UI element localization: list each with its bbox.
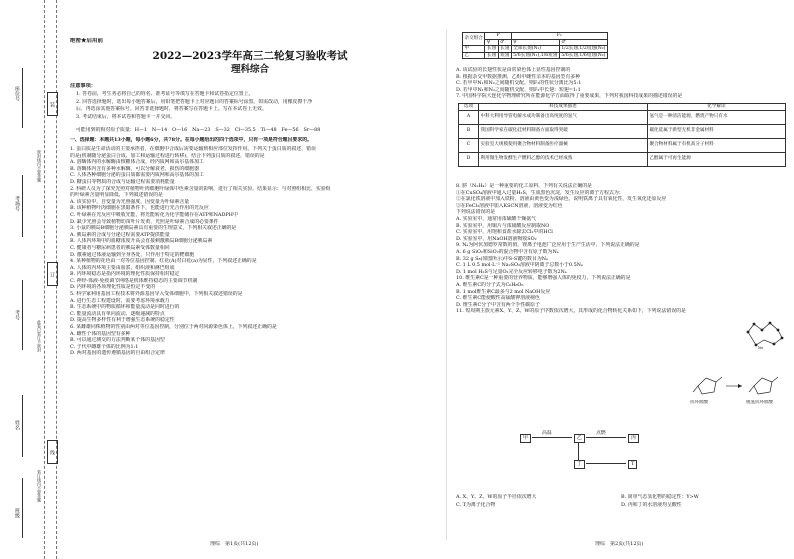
- table-cell: 聚合物材料属于有机高分子材料: [647, 138, 785, 152]
- name-label: 姓名: [14, 420, 20, 430]
- dehydroascorbic-acid-label: 脱氢抗坏血酸: [746, 400, 773, 405]
- table-cell: A: [459, 110, 479, 124]
- table-cell: 乙: [463, 52, 485, 59]
- left-page-footer: 理综 第1页(共12页): [210, 541, 259, 547]
- question-line: A. 进行生态工程建设时，需要考虑环境承载力: [70, 297, 170, 304]
- question-line: A. 该实验中，自变量为光照强度，因变量为叶绿素含量: [70, 198, 190, 205]
- question-line: ③在FeCl₃溶液中加入KSCN溶液，溶液变为红色: [456, 202, 563, 209]
- table-cell: 短翅: [500, 52, 510, 58]
- question-line: 3. 小鼠的胰岛B细胞分泌胰岛素具有重要的生理意义，下列相关叙述正确的是: [70, 225, 237, 232]
- side-note-2: 此卷只装订不密封: [37, 320, 42, 352]
- table-cell: 氢气是一种清洁能源，燃烧产物只有水: [647, 110, 785, 124]
- question-line: D. 提高生物多样性有利于增强生态系统的稳定性: [70, 317, 175, 324]
- binding-margin: [0, 0, 62, 559]
- question-line: C. 1 L 0.5 mol·L⁻¹ Na₂SO₃溶液中阴离子总数小于0.5Nₐ: [456, 262, 583, 269]
- question-line: C. 若甲中N₁和N₂之间随机交配，则F₂的性状分离比为5:1: [456, 80, 582, 87]
- question-line: 8. 肼（N₂H₄）是一种重要的化工原料，下列有关说法正确的是: [456, 183, 593, 189]
- atomic-mass-line: 可能用到的相对原子质量：H—1 N—14 O—16 Na—23 S—32 Cl—35.5 Ti—48 Fe—56 Sr—88: [76, 127, 321, 133]
- question-line: B. 该种植物叶肉细胞在黑暗条件下，也能进行光合作用的光反应: [70, 205, 209, 212]
- question-line: C. 维生素C能使酸性高锰酸钾溶液褪色: [456, 295, 540, 302]
- question-line: 1. 蛋白质是生命活动的主要承担者，在细胞中合成后需要运输到相应部位发挥作用。下列关于蛋白质的叙述，错误: [70, 146, 316, 152]
- table-header-cell: ♂: [498, 39, 511, 46]
- side-note-3: 装订线内不要答题: [37, 470, 42, 502]
- margin-box-xian: 线: [47, 440, 58, 464]
- exam-room-label: 考场号: [14, 196, 20, 211]
- table-cell: 长翅: [500, 46, 510, 52]
- question-line: C. 叶绿素在光反应中吸收光能，将光能转化为化学能储存在ATP和NADPH中: [70, 211, 238, 218]
- exam-subtitle: 理科综合: [230, 64, 269, 75]
- s8-ring-structure: [744, 318, 786, 348]
- question-line: D. 内环境的各项理化性质是恒定不变的: [70, 284, 156, 291]
- s8-label: S₈: [758, 346, 763, 351]
- right-page-footer: 理综 第2页(共12页): [595, 541, 644, 547]
- question-line: C. 神经-体液-免疫调节网络是机体维持稳态的主要调节机制: [70, 277, 198, 284]
- seat-number-label: 座位号: [14, 86, 20, 101]
- question-line: B. 溶酶体内含有多种水解酶，可以分解衰老、损伤的细胞器: [70, 165, 199, 172]
- flow-node: T: [628, 460, 637, 469]
- question-line: 9. Nₐ为阿伏加德罗常数的值，锂离子电池广泛应用于生产生活中，下列说法正确的是: [456, 242, 640, 249]
- question-line: 7. 中国科学院大连化学物理研究所在能源化学方面取得了重要成果，下列对我国科技成果的描述错误的是: [456, 93, 683, 100]
- option-line: B. 简单气态氢化物的稳定性：Y>W: [621, 494, 699, 500]
- question-line: A. 雌性个体的基因型有多种: [70, 330, 131, 337]
- question-line: D. 缺少光照会导致植物幼苗叶片发黄，光照是叶绿素合成的必要条件: [70, 218, 219, 225]
- note-item: 3. 考试结束后，将本试卷和答题卡一并交回。: [76, 114, 176, 120]
- table-row: [463, 46, 608, 53]
- note-item: 2. 回答选择题时，选出每小题答案后，用铅笔把答题卡上对应题目的答案标号涂黑。如需改动，用橡皮擦干净: [76, 99, 313, 105]
- question-line: B. 人体内环境中的血糖浓度升高会直接刺激胰岛B细胞分泌胰岛素: [70, 238, 213, 245]
- question-line: B. 1 mol维生素C最多与2 mol NaOH反应: [456, 288, 551, 295]
- question-line: D. 两对基因的遗传遵循基因的自由组合定律: [70, 350, 165, 357]
- conversion-flow-diagram: [520, 430, 720, 488]
- question-line: D. 维生素C分子中含有两个手性碳原子: [456, 301, 540, 308]
- question-line: B. 内环境稳态是指内环境的理化性质保持相对稳定: [70, 271, 180, 278]
- question-line: B. 根据杂交甲数据推测，乙组中雌性亲本的基因型有多种: [456, 73, 581, 80]
- exam-number-label: 考号: [14, 310, 20, 320]
- flow-node: 乙: [574, 434, 585, 443]
- question-line: C. 实验室中，用饱和食盐水除去Cl₂中的HCl: [456, 229, 553, 236]
- table-header-cell: 科技成果描述: [479, 104, 648, 111]
- question-line: 4. 某种植物的花色由一对等位基因控制，红花(A)对白花(a)为显性，下列叙述正确的是: [70, 258, 257, 265]
- table-cell: 碳化硅属于新型无机非金属材料: [647, 124, 785, 138]
- margin-box-ding: 订: [47, 262, 58, 286]
- question-line: 6. 某雌雄同株植物的性别由两对等位基因控制，分别位于两对同源染色体上，下列叙述正确的是: [70, 324, 277, 331]
- name-field[interactable]: [22, 395, 29, 457]
- table-cell: 我国科学家在碳化硅材料制备方面取得突破: [479, 124, 648, 138]
- question-line: D. 若甲中N₁和N₂之间随机交配，则F₂中长翅：短翅=1:1: [456, 86, 581, 93]
- question-line: A. 溶酶体内的水解酶由核糖体合成，经内质网和高尔基体加工: [70, 159, 204, 166]
- class-label: 班级: [14, 508, 20, 518]
- fold-line: [44, 0, 45, 559]
- question-line: ②在氯化铁溶液中加入铁粉，溶液由黄色变为浅绿色，说明铁离子具有氧化性，发生氧化还原反应: [456, 196, 667, 203]
- table-cell: 实验室大规模使用聚合物材料制备医疗器械: [479, 138, 648, 152]
- right-top-lines: [456, 67, 786, 100]
- option-line: D. 丙和丁的水溶液均呈酸性: [621, 502, 682, 508]
- question-line: A. 胰岛素的合成与分泌过程需要ATP提供能量: [70, 231, 170, 238]
- flow-arrow: [578, 442, 579, 460]
- class-field[interactable]: [22, 478, 29, 538]
- notes-heading: 注意事项：: [70, 83, 96, 89]
- table-cell: 中科大利用导管电解水成功制备出高纯度的氢气: [479, 110, 648, 124]
- table-cell: 5/6长翅(N₁),1/6短翅: [513, 52, 558, 58]
- question-line: 的是(机制随分泌蛋白合成、加工和运输过程进行转移)，结合下列蛋白质的叙述，错误的是: [70, 152, 265, 159]
- table-header-cell: ♂: [559, 39, 607, 46]
- flow-condition: 高温: [542, 430, 552, 436]
- flow-node: 甲: [520, 434, 531, 443]
- question-line: 的叶绿素含量明显降低，下列叙述错误的是: [70, 192, 163, 199]
- table-cell: 长翅: [486, 52, 497, 58]
- table-header-cell: 杂交组合: [463, 33, 485, 46]
- side-note-1: 密封线内不要答题: [37, 150, 42, 182]
- seat-number-field[interactable]: [22, 68, 29, 128]
- table-header-cell: ♀: [511, 39, 559, 46]
- secret-label: 绝密★启用前: [70, 38, 104, 44]
- question-line: A. 6 g SiO₂和SiO₂的混合物中含有原子数为Nₐ: [456, 248, 559, 255]
- question-line: D. 实验室中，用NaOH溶液吸收SO₂: [456, 235, 537, 242]
- question-line: A. 该试验的长翅性状是由常染色体上显性基因控制的: [456, 67, 571, 73]
- ascorbic-acid-label: 抗坏血酸: [690, 400, 708, 405]
- question-line: B. 实验室中，用铜片与浓硝酸反应制取NO: [456, 222, 550, 229]
- question-line: B. 生态系统中的物质循环和能量流动是同时进行的: [70, 304, 180, 311]
- flow-arrow: [586, 437, 626, 438]
- vitamin-c-structures: [690, 372, 786, 400]
- table-cell: 全部长翅(N₁): [511, 46, 559, 53]
- exam-room-field[interactable]: [22, 175, 29, 237]
- exam-number-field[interactable]: [22, 280, 29, 350]
- genetics-cross-table: [462, 32, 608, 59]
- chem-table: [458, 103, 786, 167]
- question-line: A. 实验室中，通常用浓硫酸干燥氨气: [456, 215, 537, 222]
- note-item: 1. 答卷前，考生务必将自己的姓名、准考证号等填写在答题卡和试卷指定位置上。: [76, 91, 254, 97]
- table-cell: C: [459, 138, 479, 152]
- question-line: B. 可以通过测交的方法判断某个体的基因型: [70, 337, 165, 344]
- margin-box-zhuang: 装: [47, 92, 58, 116]
- question-line: D. 糖蛋白等物质的合成与运输过程需要消耗能量: [70, 178, 175, 185]
- question-line: 5. 科学家利用基因工程技术将外源基因导入受体细胞中，下列相关叙述错误的是: [70, 291, 243, 298]
- exam-title: 2022—2023学年高三二轮复习验收考试: [152, 50, 348, 62]
- page-divider: [446, 30, 447, 540]
- table-cell: 甲: [463, 46, 485, 53]
- table-header-cell: 化学解读: [647, 104, 785, 111]
- left-question-column: [70, 146, 438, 357]
- question-line: C. 子代中雌雄个体的比例为1:1: [70, 343, 139, 350]
- flow-node: 丙: [628, 434, 639, 443]
- table-cell: 利用微生物发酵生产燃料乙醇的技术已经成熟: [479, 152, 648, 166]
- question-line: 11. 短周期主族元素X、Y、Z、W的原子序数依次增大，其形成的化合物转化关系如下，下列说法错误的是: [456, 308, 686, 315]
- right-mid-lines: [456, 183, 738, 315]
- note-item: 后，再选涂其他答案标号。回答非选择题时，将答案写在答题卡上。写在本试卷上无效。: [76, 106, 267, 112]
- table-cell: 长翅: [486, 46, 497, 52]
- option-line: C. T为离子化合物: [456, 502, 496, 508]
- flow-arrow: [532, 437, 572, 438]
- option-line: A. X、Y、Z、W的原子半径依次增大: [456, 494, 537, 500]
- question-line: ①在CuSO₄溶液中通入过量H₂S，生成黑色沉淀，发生反应的离子方程式为：: [456, 189, 624, 196]
- table-row: [459, 138, 786, 152]
- question-line: 2. 科研人员为了探究光照对植物叶肉细胞叶绿体中色素含量的影响，进行了相关实验，结果显示：与对照组相比，实验组: [70, 185, 331, 192]
- question-line: C. 人体各种细胞分泌的蛋白质都需要内质网和高尔基体的加工: [70, 172, 204, 179]
- table-header-cell: 选项: [459, 104, 479, 111]
- question-line: C. 能量流动具有单向流动、逐级递减的特点: [70, 310, 165, 317]
- table-header-cell: ♀: [485, 39, 498, 46]
- question-line: C. 健康者与糖尿病患者的胰岛素受体数量相同: [70, 244, 170, 251]
- table-row: [463, 52, 608, 59]
- question-line: D. 激素通过体液运输到全身各处，只作用于特定的靶细胞: [70, 251, 195, 258]
- table-header-cell: F₁: [511, 33, 607, 40]
- table-cell: D: [459, 152, 479, 166]
- table-cell: 5/6长翅,1/6短翅(N₂): [561, 52, 606, 58]
- question-line: 10. 维生素C是一种重要的营养物质，能够增强人体的免疫力，下列说法正确的是: [456, 275, 631, 282]
- flow-condition: 点燃: [596, 430, 606, 436]
- table-row: [459, 152, 786, 166]
- table-row: [459, 110, 786, 124]
- section1-heading: 一、选择题：本题共13小题，每小题6分，共78分。在每小题给出的四个选项中，只有一项是符合题目要求的。: [70, 137, 312, 143]
- question-line: 下列说法错误的是: [456, 209, 496, 216]
- table-header-cell: P: [485, 33, 511, 40]
- table-cell: B: [459, 124, 479, 138]
- question-line: A. 维生素C的分子式为C₆H₈O₆: [456, 281, 524, 288]
- table-row: [459, 124, 786, 138]
- flow-node: 丁: [574, 460, 585, 469]
- question-line: D. 1 mol H₂S与足量O₂完全反应转移电子数为2Nₐ: [456, 268, 567, 275]
- question-line: A. 人体的内环境主要由血浆、组织液和淋巴组成: [70, 264, 175, 271]
- table-cell: 乙醇属于可再生能源: [647, 152, 785, 166]
- flow-arrow: [586, 463, 626, 464]
- question-line: B. 32 g S₈(如图所示)中S-S键的数目为Nₐ: [456, 255, 548, 262]
- table-cell: 1/2长翅,1/2短翅(N₂): [561, 46, 606, 52]
